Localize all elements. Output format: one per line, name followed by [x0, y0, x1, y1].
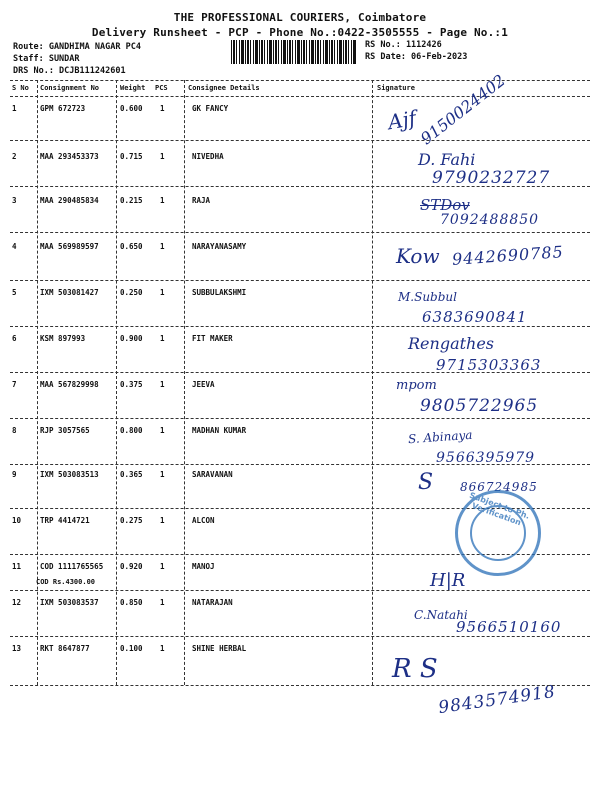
- row-3-phone: 7092488850: [440, 212, 540, 228]
- row-11-cod-amount: COD Rs.4300.00: [36, 578, 96, 586]
- row-11-consignment: COD 1111765565: [40, 562, 104, 571]
- row-9-weight: 0.365: [120, 470, 143, 479]
- row-6-signature: Rengathes: [408, 334, 495, 353]
- title-line-2: Delivery Runsheet - PCP - Phone No.:0422-3505555 - Page No.:1: [91, 26, 509, 39]
- row-5-weight: 0.250: [120, 288, 143, 297]
- row-4-signature: Kow: [396, 244, 440, 268]
- row-4-sno: 4: [12, 242, 17, 251]
- row-11-sno: 11: [12, 562, 22, 571]
- row-2-signature: D. Fahi: [418, 150, 476, 169]
- col-divider: [37, 80, 38, 685]
- row-7-signature: mpom: [396, 378, 437, 393]
- header-bottom-rule: [10, 96, 590, 97]
- row-12-signature: C.Natahi: [414, 608, 468, 622]
- row-8-pcs: 1: [160, 426, 165, 435]
- row-12-rule: [10, 636, 590, 637]
- row-3-consignment: MAA 290485834: [40, 196, 99, 205]
- row-13-signature: R S: [392, 654, 438, 684]
- row-9-sno: 9: [12, 470, 17, 479]
- row-2-consignee: NIVEDHA: [192, 152, 224, 161]
- row-9-phone: 866724985: [460, 480, 538, 494]
- row-6-pcs: 1: [160, 334, 165, 343]
- row-5-sno: 5: [12, 288, 17, 297]
- row-9-consignee: SARAVANAN: [192, 470, 233, 479]
- route: Route: GANDHIMA NAGAR PC4: [13, 42, 141, 52]
- barcode: [231, 40, 357, 64]
- row-5-pcs: 1: [160, 288, 165, 297]
- row-3-rule: [10, 232, 590, 233]
- row-12-weight: 0.850: [120, 598, 143, 607]
- row-6-weight: 0.900: [120, 334, 143, 343]
- drs-number: DRS No.: DCJB111242601: [13, 66, 126, 76]
- table-bottom-rule: [10, 685, 590, 686]
- row-6-rule: [10, 372, 590, 373]
- row-12-pcs: 1: [160, 598, 165, 607]
- col-divider: [372, 80, 373, 685]
- row-3-signature: STDov: [420, 196, 470, 214]
- col-divider: [116, 80, 117, 685]
- row-4-phone: 9442690785: [451, 242, 565, 269]
- row-8-sno: 8: [12, 426, 17, 435]
- row-8-weight: 0.800: [120, 426, 143, 435]
- col-divider: [184, 80, 185, 685]
- row-8-consignee: MADHAN KUMAR: [192, 426, 247, 435]
- row-7-consignee: JEEVA: [192, 380, 215, 389]
- row-5-signature: M.Subbul: [398, 290, 457, 304]
- row-5-phone: 6383690841: [422, 308, 528, 326]
- row-11-consignee: MANOJ: [192, 562, 215, 571]
- row-11-pcs: 1: [160, 562, 165, 571]
- row-6-consignee: FIT MAKER: [192, 334, 233, 343]
- row-13-consignment: RKT 8647877: [40, 644, 90, 653]
- row-4-weight: 0.650: [120, 242, 143, 251]
- row-7-rule: [10, 418, 590, 419]
- row-12-phone: 9566510160: [456, 618, 562, 636]
- row-4-rule: [10, 280, 590, 281]
- title-line-1: THE PROFESSIONAL COURIERS, Coimbatore: [173, 11, 427, 24]
- row-13-consignee: SHINE HERBAL: [192, 644, 247, 653]
- col-sno: S No: [12, 84, 29, 92]
- row-6-phone: 9715303363: [436, 356, 542, 374]
- row-9-pcs: 1: [160, 470, 165, 479]
- row-5-consignment: IXM 503081427: [40, 288, 99, 297]
- row-13-weight: 0.100: [120, 644, 143, 653]
- row-1-sno: 1: [12, 104, 17, 113]
- row-10-weight: 0.275: [120, 516, 143, 525]
- row-6-consignment: KSM 897993: [40, 334, 86, 343]
- row-7-phone: 9805722965: [420, 396, 539, 416]
- stamp-text: Subject to Ph. Verification: [468, 490, 531, 528]
- row-2-rule: [10, 186, 590, 187]
- row-5-consignee: SUBBULAKSHMI: [192, 288, 247, 297]
- row-3-sno: 3: [12, 196, 17, 205]
- row-2-sno: 2: [12, 152, 17, 161]
- row-8-consignment: RJP 3057565: [40, 426, 90, 435]
- row-1-consignee: GK FANCY: [192, 104, 229, 113]
- row-3-weight: 0.215: [120, 196, 143, 205]
- row-3-pcs: 1: [160, 196, 165, 205]
- row-7-consignment: MAA 567829998: [40, 380, 99, 389]
- row-4-consignment: MAA 569989597: [40, 242, 99, 251]
- row-12-sno: 12: [12, 598, 22, 607]
- row-13-phone: 9843574918: [437, 681, 557, 719]
- row-2-consignment: MAA 293453373: [40, 152, 99, 161]
- row-12-consignee: NATARAJAN: [192, 598, 233, 607]
- col-weight: Weight: [120, 84, 146, 92]
- row-1-weight: 0.600: [120, 104, 143, 113]
- verification-stamp: [455, 490, 541, 576]
- col-consignment: Consignment No: [40, 84, 100, 92]
- row-1-signature: Ajf: [386, 105, 418, 135]
- row-3-consignee: RAJA: [192, 196, 211, 205]
- row-11-rule: [10, 590, 590, 591]
- row-1-pcs: 1: [160, 104, 165, 113]
- row-1-phone: 9150024402: [416, 70, 509, 149]
- staff: Staff: SUNDAR: [13, 54, 80, 64]
- row-2-weight: 0.715: [120, 152, 143, 161]
- row-12-consignment: IXM 503083537: [40, 598, 99, 607]
- row-10-sno: 10: [12, 516, 22, 525]
- row-7-weight: 0.375: [120, 380, 143, 389]
- row-9-consignment: IXM 503083513: [40, 470, 99, 479]
- col-consignee: Consignee Details: [188, 84, 260, 92]
- rs-number: RS No.: 1112426: [365, 40, 442, 50]
- row-6-sno: 6: [12, 334, 17, 343]
- row-7-sno: 7: [12, 380, 17, 389]
- row-9-signature: S: [418, 470, 434, 495]
- row-8-signature: S. Abinaya: [407, 427, 473, 447]
- row-11-signature: H|R: [430, 570, 466, 591]
- row-2-pcs: 1: [160, 152, 165, 161]
- rs-date: RS Date: 06-Feb-2023: [365, 52, 468, 62]
- row-10-consignee: ALCON: [192, 516, 215, 525]
- row-5-rule: [10, 326, 590, 327]
- row-2-phone: 9790232727: [432, 168, 551, 188]
- row-10-pcs: 1: [160, 516, 165, 525]
- row-13-pcs: 1: [160, 644, 165, 653]
- row-4-pcs: 1: [160, 242, 165, 251]
- row-11-weight: 0.920: [120, 562, 143, 571]
- row-4-consignee: NARAYANASAMY: [192, 242, 247, 251]
- row-10-consignment: TRP 4414721: [40, 516, 90, 525]
- row-7-pcs: 1: [160, 380, 165, 389]
- row-13-sno: 13: [12, 644, 22, 653]
- row-1-consignment: GPM 672723: [40, 104, 86, 113]
- row-8-phone: 9566395979: [436, 450, 536, 466]
- row-8-rule: [10, 464, 590, 465]
- col-signature: Signature: [377, 84, 415, 92]
- row-1-rule: [10, 140, 590, 141]
- col-pcs: PCS: [155, 84, 168, 92]
